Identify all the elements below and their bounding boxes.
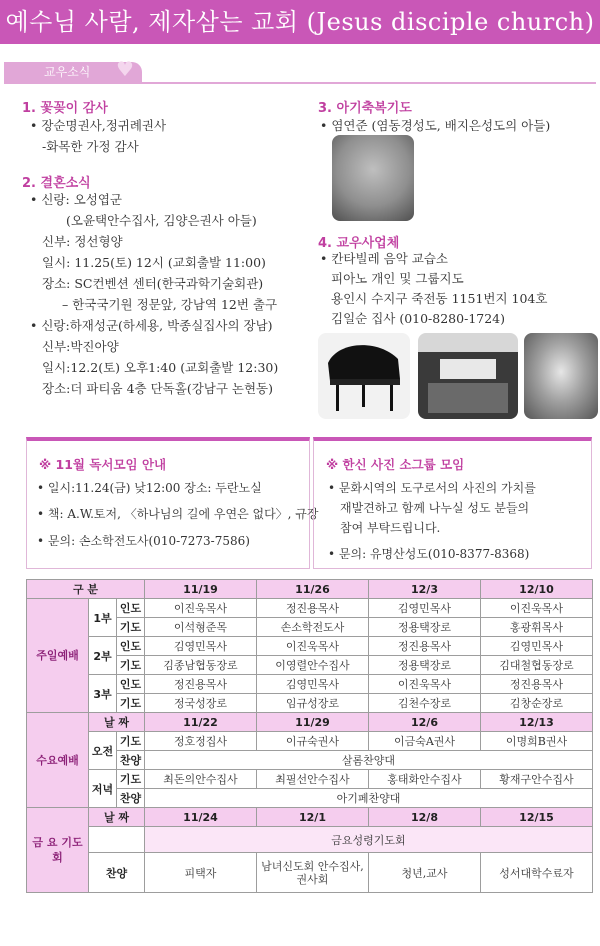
table-cell: 금요성령기도회 [145,827,593,853]
pray-label: 기도 [117,656,145,675]
table-row [27,770,593,789]
part3-label: 3부 [89,675,117,713]
table-cell: 김천수장로 [369,694,481,713]
reading-line2: • 책: A.W.토저, 〈하나님의 길에 우연은 없다〉, 규장 [37,504,318,525]
lead-label: 인도 [117,675,145,694]
wedding-a-place: 장소: SC컨벤션 센터(한국과학기술회관) [42,276,264,291]
table-row [27,580,593,599]
news-section-label: 교우소식 [44,65,91,79]
table-row [27,713,593,732]
business-title: 4. 교우사업체 [318,236,400,251]
table-cell: 이금숙A권사 [369,732,481,751]
reading-title: ※ 11월 독서모임 안내 [39,457,167,472]
wedding-a-time: 일시: 11.25(토) 12시 (교회출발 11:00) [42,255,266,270]
table-cell: 아기페찬양대 [145,789,593,808]
table-cell: 김영민목사 [481,637,593,656]
photo-group-box [313,437,592,569]
part1-label: 1부 [89,599,117,637]
empty-cell [89,827,145,853]
evening-label: 저녁 [89,770,117,808]
table-cell: 정진용목사 [145,675,257,694]
table-header-label: 구 분 [27,580,145,599]
wedding-a-parents: (오윤택안수집사, 김양은권사 아들) [66,213,257,228]
table-cell: 성서대학수료자 [481,853,593,893]
reading-line3: • 문의: 손소학전도사(010-7273-7586) [37,531,250,552]
table-cell: 정용택장로 [369,618,481,637]
sunday-label: 주일예배 [27,599,89,713]
table-cell: 이진욱목사 [257,637,369,656]
date-cell: 11/24 [145,808,257,827]
date-label: 날 짜 [89,808,145,827]
wedding-title: 2. 결혼소식 [22,176,91,191]
table-row [27,637,593,656]
date-cell: 11/22 [145,713,257,732]
info-boxes [26,437,592,569]
wedding-b-place: 장소:더 파티움 4층 단독홀(강남구 논현동) [42,381,274,396]
wedding-a-bride: 신부: 정선형양 [42,234,123,249]
friday-label: 금 요 기도회 [27,808,89,893]
date-cell: 12/1 [257,808,369,827]
wednesday-label: 수요예배 [27,713,89,808]
morning-label: 오전 [89,732,117,770]
wedding-b-time: 일시:12.2(토) 오후1:40 (교회출발 12:30) [42,360,279,375]
page-banner: 예수님 사람, 제자삼는 교회 (Jesus disciple church) [0,0,600,44]
baby-title: 3. 아기축복기도 [318,101,412,116]
piano-photo [318,333,410,419]
table-cell: 황재구안수집사 [481,770,593,789]
date-cell: 12/6 [369,713,481,732]
table-row [27,827,593,853]
flowers-title: 1. 꽃꽂이 감사 [22,101,108,116]
pray-label: 기도 [117,770,145,789]
date-label: 날 짜 [89,713,145,732]
table-cell: 김영민목사 [145,637,257,656]
lead-label: 인도 [117,637,145,656]
date-cell: 12/15 [481,808,593,827]
date-cell: 11/26 [257,580,369,599]
business-line1: • 칸타빌레 음악 교습소 [320,248,448,269]
date-cell: 12/3 [369,580,481,599]
portrait-photo [524,333,598,419]
photo-group-line3: 참여 부탁드립니다. [340,521,441,535]
table-row [27,853,593,893]
date-cell: 12/13 [481,713,593,732]
table-cell: 이석형준목 [145,618,257,637]
table-cell: 이영렬안수집사 [257,656,369,675]
date-cell: 11/19 [145,580,257,599]
table-cell: 정국성장로 [145,694,257,713]
wedding-b-bride: 신부:박진아양 [42,339,119,354]
table-cell: 김대철협동장로 [481,656,593,675]
business-line3: 용인시 수지구 죽전동 1151번지 104호 [331,291,548,306]
table-cell: 임규성장로 [257,694,369,713]
wedding-a-groom: • 신랑: 오성엽군 [30,189,122,210]
baby-line: • 염연준 (염동경성도, 배지은성도의 아들) [320,115,550,136]
table-cell: 최필선안수집사 [257,770,369,789]
praise-label: 찬양 [117,751,145,770]
table-cell: 청년,교사 [369,853,481,893]
reading-box [26,437,319,569]
baby-photo [332,135,414,221]
divider [4,82,596,84]
photo-group-line1: • 문화시역의 도구로서의 사진의 가치를 [328,478,536,499]
table-row [27,675,593,694]
table-cell: 남녀신도회 안수집사, 권사회 [257,853,369,893]
table-cell: 정진용목사 [257,599,369,618]
service-schedule-table [26,579,593,893]
table-row [27,732,593,751]
flowers-line1: • 장순명권사,정귀례권사 [30,115,166,136]
photo-group-line4: • 문의: 유명산성도(010-8377-8368) [328,544,529,565]
table-cell: 김영민목사 [257,675,369,694]
table-cell: 살롬찬양대 [145,751,593,770]
table-cell: 이진욱목사 [481,599,593,618]
table-cell: 이진욱목사 [369,675,481,694]
news-section-tab [4,57,142,82]
heart-icon: ♥ [116,57,134,81]
table-cell: 김창순장로 [481,694,593,713]
pray-label: 기도 [117,618,145,637]
table-cell: 김영민목사 [369,599,481,618]
table-row [27,599,593,618]
storefront-photo [418,333,518,419]
table-cell: 손소학전도사 [257,618,369,637]
table-cell: 이진욱목사 [145,599,257,618]
table-cell: 김종남협동장로 [145,656,257,675]
pray-label: 기도 [117,694,145,713]
wedding-a-directions: – 한국국기원 정문앞, 강남역 12번 출구 [62,297,278,312]
table-cell: 정용택장로 [369,656,481,675]
table-cell: 홍태화안수집사 [369,770,481,789]
table-cell: 최돈의안수집사 [145,770,257,789]
pray-label: 기도 [117,732,145,751]
part2-label: 2부 [89,637,117,675]
table-cell: 피택자 [145,853,257,893]
date-cell: 12/10 [481,580,593,599]
table-cell: 이명희B권사 [481,732,593,751]
date-cell: 11/29 [257,713,369,732]
table-cell: 정진용목사 [481,675,593,694]
business-line4: 김일순 집사 (010-8280-1724) [331,311,506,326]
table-cell: 홍광휘목사 [481,618,593,637]
table-cell: 정호정집사 [145,732,257,751]
table-row [27,808,593,827]
flowers-line2: -화목한 가정 감사 [42,139,139,154]
business-line2: 피아노 개인 및 그룹지도 [331,271,464,286]
table-cell: 이규숙권사 [257,732,369,751]
lead-label: 인도 [117,599,145,618]
praise-label: 찬양 [89,853,145,893]
reading-line1: • 일시:11.24(금) 낮12:00 장소: 두란노실 [37,478,262,499]
photo-group-title: ※ 한신 사진 소그룹 모임 [326,457,465,472]
table-cell: 정진용목사 [369,637,481,656]
photo-group-line2: 재발견하고 함께 나누실 성도 분들의 [340,501,530,515]
praise-label: 찬양 [117,789,145,808]
date-cell: 12/8 [369,808,481,827]
wedding-b-groom: • 신랑:하재성군(하세용, 박종실집사의 장남) [30,315,273,336]
